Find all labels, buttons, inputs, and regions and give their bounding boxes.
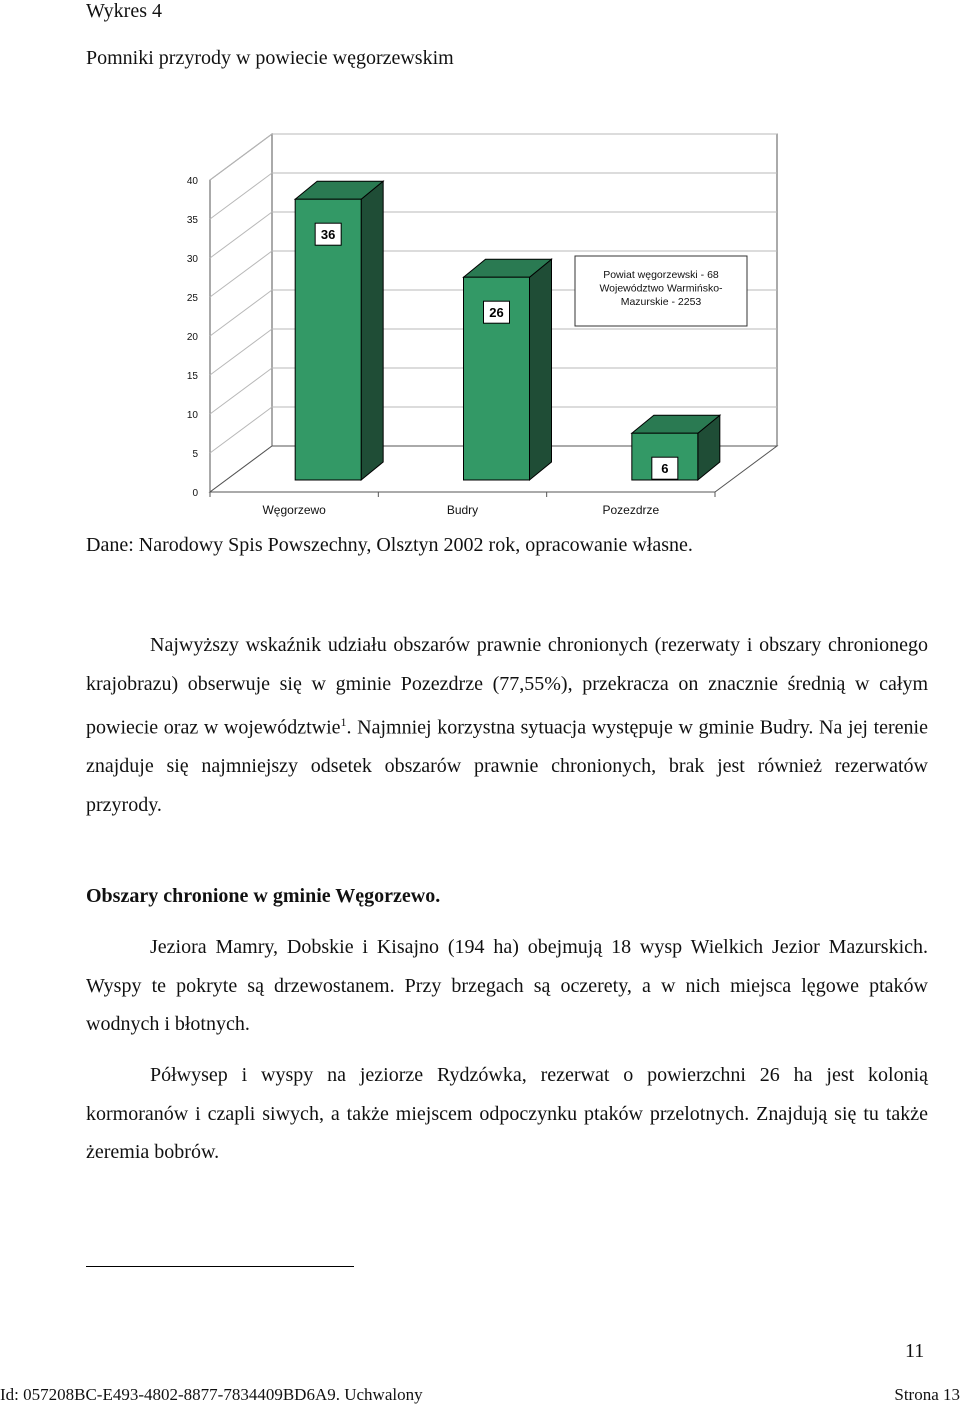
paragraph3-text: Półwysep i wyspy na jeziorze Rydzówka, rezerwat o powierzchni 26 ha jest kolonią kormoranów i czapli siwych, a także miejscem odpoczynku ptaków przelotnych. Znajdują się tu także żeremia bobrów. [86,1064,928,1164]
paragraph-lakes [86,928,928,1044]
x-category-label: Pozezdrze [602,503,660,517]
y-tick-label: 40 [186,176,198,187]
paragraph1-part-b: . Najmniej korzystna sytuacja występuje w gminie Budry. Na jej terenie znajduje się najmniejszy odsetek obszarów prawnie chronionych, brak jest również rezerwatów przyrody. [86,716,928,817]
bar-chart [150,128,810,528]
paragraph1-part-a: Najwyższy wskaźnik udziału obszarów prawnie chronionych (rezerwaty i obszary chronionego krajobrazu) obserwuje się w gminie Pozezdrze (77,55%), przekracza on znacznie średnią w całym powiecie oraz w województwie [86,634,928,739]
paragraph-protected-areas [86,626,928,825]
y-tick-label: 25 [186,293,198,304]
y-tick-label: 30 [186,254,198,265]
annotation-text: Mazurskie - 2253 [620,296,702,308]
footer-page: Strona 13 [894,1385,960,1404]
data-source: Dane: Narodowy Spis Powszechny, Olsztyn 2002 rok, opracowanie własne. [86,534,693,556]
x-category-label: Budry [446,503,479,517]
figure-title: Pomniki przyrody w powiecie węgorzewskim [86,47,454,69]
data-label: 26 [489,305,504,321]
paragraph2-text: Jeziora Mamry, Dobskie i Kisajno (194 ha) obejmują 18 wysp Wielkich Jezior Mazurskich. Wyspy te pokryte są drzewostanem. Przy brzegach są oczerety, a w nich miejsca lęgowe ptaków wodnych i błotnych. [86,936,928,1036]
y-tick-label: 0 [192,488,198,499]
footnote-separator [86,1266,354,1267]
y-tick-label: 35 [186,215,198,226]
page-number: 11 [905,1340,925,1362]
paragraph-peninsula [86,1056,928,1172]
bar-side [361,181,383,480]
annotation-text: Powiat węgorzewski - 68 [603,269,719,281]
section-heading: Obszary chronione w gminie Węgorzewo. [86,885,441,907]
x-category-label: Węgorzewo [262,503,326,517]
data-label: 6 [661,461,669,477]
bar-side [530,259,552,480]
footnote-ref: 1 [340,715,347,730]
footer-document-id: Id: 057208BC-E493-4802-8877-7834409BD6A9. Uchwalony [0,1385,423,1404]
y-tick-label: 20 [186,332,198,343]
y-tick-label: 5 [192,449,198,460]
annotation-text: Województwo Warmińsko- [599,282,723,295]
y-tick-label: 10 [186,410,198,421]
y-tick-label: 15 [186,371,198,382]
data-label: 36 [320,227,336,243]
figure-label: Wykres 4 [86,0,162,22]
